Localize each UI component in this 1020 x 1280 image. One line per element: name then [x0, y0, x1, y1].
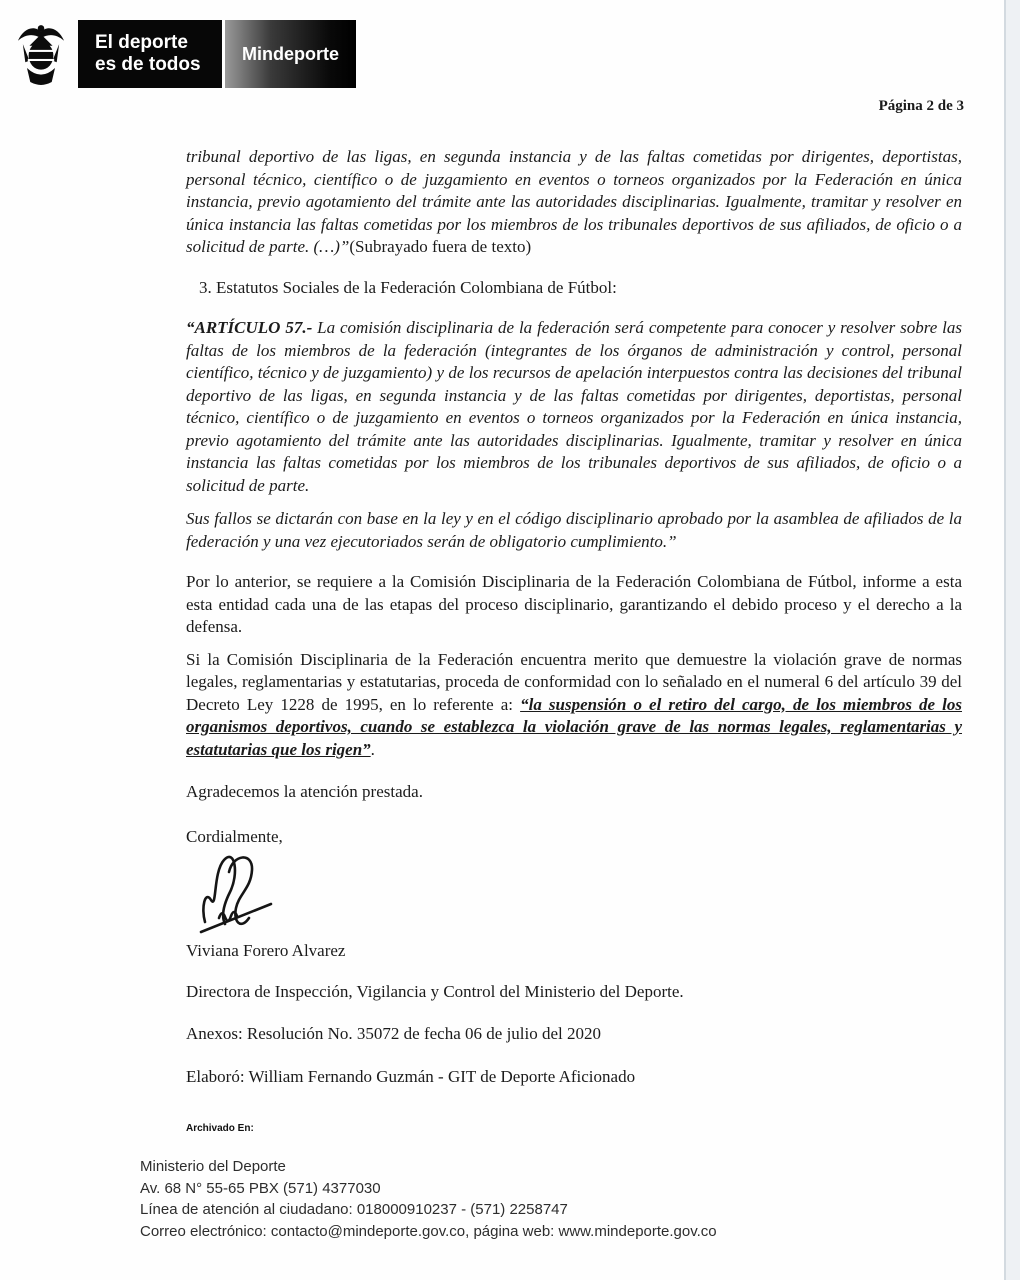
- thanks-line: Agradecemos la atención prestada.: [186, 782, 423, 801]
- page-number: Página 2 de 3: [878, 98, 964, 114]
- colombia-coat-of-arms-icon: [16, 21, 66, 87]
- letter-body: [186, 146, 962, 1141]
- salutation-line: Cordialmente,: [186, 826, 283, 846]
- header: [16, 20, 356, 88]
- article-closing-paragraph: Sus fallos se dictarán con base en la ley y en el código disciplinario aprobado por la asamblea de afiliados de la federación y una vez ejecutoriados serán de obligatorio cumplimiento.”: [186, 509, 962, 551]
- intro-quote-paragraph: [186, 146, 962, 259]
- condition-paragraph: [186, 649, 962, 762]
- footer-phone-line: Línea de atención al ciudadano: 018000910237 - (571) 2258747: [140, 1201, 568, 1218]
- footer-contact-block: [140, 1156, 717, 1242]
- logo-tagline: [78, 20, 222, 88]
- intro-quote-text: tribunal deportivo de las ligas, en segunda instancia y de las faltas cometidas por dirigentes, deportistas, personal técnico, científico o de juzgamiento en eventos o torneos organizados por la Federación en única instancia, previo agotamiento del trámite ante las autoridades disciplinarias. Igualmente, tramitar y resolver en única instancia las faltas cometidas por los miembros de los tribunales deportivos de sus afiliados, de oficio o a solicitud de parte. (…)”: [186, 147, 962, 256]
- archived-label: Archivado En:: [186, 1123, 254, 1134]
- ministry-logo: [78, 20, 356, 88]
- logo-tagline-line1: El deporte: [95, 32, 188, 54]
- condition-prefix: Si la Comisión Disciplinaria de la Federación encuentra merito que demuestre la violación grave de normas legales, reglamentarias y estatutarias, proceda de conformidad con lo señalado en el numeral 6 del artículo 39 del Decreto Ley 1228 de 1995, en lo referente a:: [186, 649, 962, 714]
- logo-brand: Mindeporte: [222, 20, 356, 88]
- request-paragraph: Por lo anterior, se requiere a la Comisión Disciplinaria de la Federación Colombiana de Fútbol, informe a esta esta entidad cada una de las etapas del proceso disciplinario, garantizando el debido proceso y el derecho a la defensa.: [186, 572, 962, 636]
- article-57-paragraph: [186, 317, 962, 497]
- logo-tagline-line2: es de todos: [95, 54, 201, 75]
- article-57-text: La comisión disciplinaria de la federación será competente para conocer y resolver sobre las faltas de los miembros de la federación (integrantes de los órganos de administración y control, personal científico, técnico y de juzgamiento) y de los recursos de apelación interpuestos contra las decisiones del tribunal deportivo de las ligas, en segunda instancia y de las faltas cometidas por dirigentes, deportistas, personal técnico, científico o de juzgamiento en eventos o torneos organizados por la Federación en única instancia, previo agotamiento del trámite ante las autoridades disciplinarias. Igualmente, tramitar y resolver en única instancia las faltas cometidas por los miembros de los tribunales deportivos de sus afiliados, de oficio o a solicitud de parte.: [186, 318, 963, 495]
- footer-address: Av. 68 N° 55-65 PBX (571) 4377030: [140, 1179, 381, 1197]
- footer-email-web: Correo electrónico: contacto@mindeporte.gov.co, página web: www.mindeporte.gov.co: [140, 1222, 717, 1240]
- signer-title: Directora de Inspección, Vigilancia y Control del Ministerio del Deporte.: [186, 981, 684, 1001]
- annex-line: Anexos: Resolución No. 35072 de fecha 06 de julio del 2020: [186, 1024, 602, 1043]
- list-item-3: 3. Estatutos Sociales de la Federación Colombiana de Fútbol:: [199, 277, 617, 297]
- prepared-by-line: Elaboró: William Fernando Guzmán - GIT de Deporte Aficionado: [186, 1066, 636, 1086]
- handwritten-signature: [186, 850, 962, 940]
- condition-quote-underlined: “la suspensión o el retiro del cargo, de los miembros de los organismos deportivos, cuando se establezca la violación grave de las normas legales, reglamentarias y estatutarias que los rigen”: [186, 694, 962, 759]
- footer-ministry-name: Ministerio del Deporte: [140, 1158, 286, 1175]
- scan-edge-artifact: [1004, 0, 1020, 1280]
- signer-name: Viviana Forero Alvarez: [186, 941, 346, 960]
- signature-scribble-icon: [192, 850, 302, 940]
- condition-suffix: .: [370, 739, 375, 759]
- intro-quote-suffix: (Subrayado fuera de texto): [349, 237, 532, 256]
- article-57-lead: “ARTÍCULO 57.-: [186, 318, 313, 337]
